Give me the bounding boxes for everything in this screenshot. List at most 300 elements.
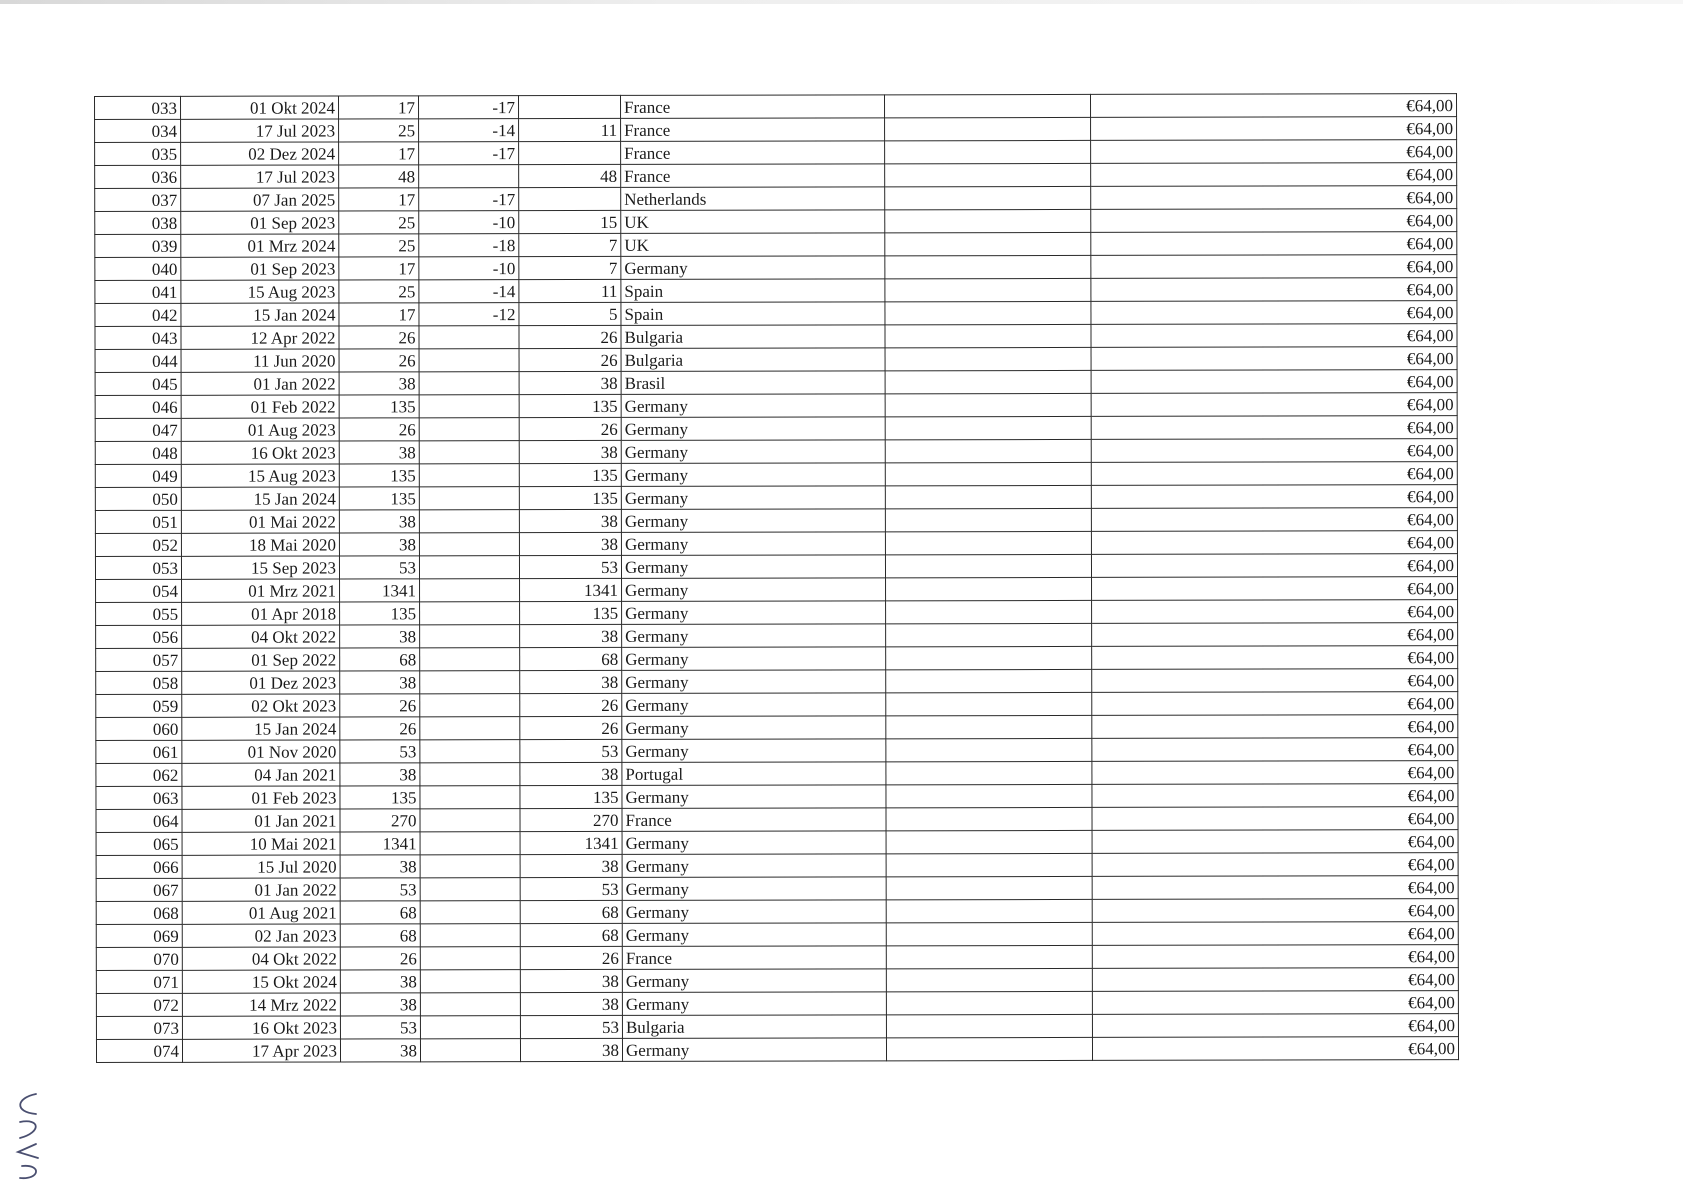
cell-adjustment: -14 <box>419 280 519 303</box>
table-row <box>95 186 1457 212</box>
cell-net: 53 <box>520 877 622 900</box>
cell-price: €64,00 <box>1092 807 1458 831</box>
cell-date: 10 Mai 2021 <box>182 832 340 855</box>
cell-adjustment <box>420 740 520 763</box>
cell-empty <box>885 255 1091 278</box>
cell-empty <box>885 163 1091 186</box>
cell-price: €64,00 <box>1092 876 1458 900</box>
cell-adjustment <box>420 970 520 993</box>
cell-price: €64,00 <box>1090 94 1456 118</box>
cell-net: 135 <box>519 463 621 486</box>
cell-date: 01 Mrz 2024 <box>181 234 339 257</box>
cell-quantity: 38 <box>339 441 419 464</box>
cell-date: 17 Jul 2023 <box>181 119 339 142</box>
cell-id: 044 <box>95 349 181 372</box>
cell-adjustment <box>419 533 519 556</box>
cell-adjustment: -17 <box>419 188 519 211</box>
cell-id: 036 <box>95 165 181 188</box>
table-row <box>96 784 1458 810</box>
cell-empty <box>886 899 1092 922</box>
cell-price: €64,00 <box>1091 324 1457 348</box>
cell-net: 38 <box>520 992 622 1015</box>
cell-id: 059 <box>96 694 182 717</box>
cell-empty <box>886 991 1092 1014</box>
cell-country: France <box>620 95 884 119</box>
cell-country: Germany <box>622 624 886 648</box>
cell-id: 060 <box>96 717 182 740</box>
cell-empty <box>885 117 1091 140</box>
cell-country: Bulgaria <box>622 1015 886 1039</box>
cell-price: €64,00 <box>1091 117 1457 141</box>
cell-date: 01 Dez 2023 <box>182 671 340 694</box>
cell-empty <box>886 669 1092 692</box>
cell-date: 15 Aug 2023 <box>181 464 339 487</box>
table-row <box>96 761 1458 787</box>
cell-empty <box>885 370 1091 393</box>
table-row <box>95 370 1457 396</box>
cell-empty <box>886 830 1092 853</box>
cell-quantity: 53 <box>340 1016 420 1039</box>
cell-net: 53 <box>520 1015 622 1038</box>
cell-quantity: 26 <box>339 326 419 349</box>
cell-country: France <box>622 946 886 970</box>
cell-adjustment <box>420 602 520 625</box>
cell-date: 17 Apr 2023 <box>182 1039 340 1062</box>
cell-price: €64,00 <box>1092 899 1458 923</box>
cell-empty <box>886 600 1092 623</box>
cell-net: 38 <box>520 969 622 992</box>
cell-id: 045 <box>95 372 181 395</box>
cell-adjustment: -10 <box>419 211 519 234</box>
cell-quantity: 1341 <box>340 832 420 855</box>
table-row <box>96 738 1458 764</box>
cell-country: Germany <box>621 417 885 441</box>
cell-date: 07 Jan 2025 <box>181 188 339 211</box>
cell-price: €64,00 <box>1091 278 1457 302</box>
cell-date: 04 Okt 2022 <box>182 625 340 648</box>
cell-net: 38 <box>520 854 622 877</box>
cell-adjustment <box>419 487 519 510</box>
cell-price: €64,00 <box>1091 393 1457 417</box>
cell-id: 039 <box>95 234 181 257</box>
cell-net: 135 <box>519 486 621 509</box>
cell-country: Germany <box>622 578 886 602</box>
cell-net: 38 <box>519 440 621 463</box>
cell-quantity: 68 <box>340 924 420 947</box>
cell-empty <box>886 922 1092 945</box>
cell-price: €64,00 <box>1092 830 1458 854</box>
cell-date: 01 Aug 2021 <box>182 901 340 924</box>
cell-empty <box>885 140 1091 163</box>
cell-date: 01 Jan 2022 <box>182 878 340 901</box>
table-row <box>96 876 1458 902</box>
cell-date: 04 Jan 2021 <box>182 763 340 786</box>
cell-adjustment <box>420 1039 520 1062</box>
cell-country: France <box>622 808 886 832</box>
cell-adjustment <box>420 786 520 809</box>
cell-empty <box>886 1037 1092 1060</box>
cell-country: France <box>621 164 885 188</box>
cell-net: 48 <box>519 164 621 187</box>
cell-quantity: 68 <box>340 901 420 924</box>
cell-date: 02 Jan 2023 <box>182 924 340 947</box>
table-row <box>96 991 1458 1017</box>
table-row <box>95 209 1457 235</box>
cell-net: 38 <box>520 670 622 693</box>
cell-adjustment <box>419 464 519 487</box>
cell-quantity: 38 <box>340 993 420 1016</box>
cell-id: 068 <box>96 901 182 924</box>
cell-date: 01 Apr 2018 <box>182 602 340 625</box>
cell-net: 68 <box>520 900 622 923</box>
cell-empty <box>885 278 1091 301</box>
cell-adjustment <box>419 395 519 418</box>
cell-empty <box>886 761 1092 784</box>
table-row <box>95 462 1457 488</box>
cell-empty <box>885 531 1091 554</box>
table-row <box>96 807 1458 833</box>
table-row <box>96 1014 1458 1040</box>
cell-price: €64,00 <box>1092 945 1458 969</box>
cell-quantity: 25 <box>339 211 419 234</box>
cell-adjustment <box>419 556 519 579</box>
cell-price: €64,00 <box>1091 186 1457 210</box>
scan-edge-shadow <box>0 0 1683 4</box>
cell-adjustment <box>419 441 519 464</box>
cell-quantity: 17 <box>339 303 419 326</box>
cell-id: 065 <box>96 832 182 855</box>
table-row <box>95 232 1457 258</box>
table-row <box>96 853 1458 879</box>
cell-net: 7 <box>519 233 621 256</box>
cell-quantity: 135 <box>339 487 419 510</box>
cell-date: 01 Feb 2023 <box>182 786 340 809</box>
cell-id: 061 <box>96 740 182 763</box>
cell-id: 042 <box>95 303 181 326</box>
cell-country: Germany <box>622 739 886 763</box>
cell-adjustment <box>420 993 520 1016</box>
cell-empty <box>886 738 1092 761</box>
cell-net: 270 <box>520 808 622 831</box>
cell-date: 11 Jun 2020 <box>181 349 339 372</box>
cell-price: €64,00 <box>1091 232 1457 256</box>
cell-id: 072 <box>96 993 182 1016</box>
cell-adjustment <box>419 510 519 533</box>
cell-date: 15 Jan 2024 <box>182 717 340 740</box>
cell-id: 057 <box>96 648 182 671</box>
cell-net: 53 <box>520 739 622 762</box>
cell-country: Germany <box>621 509 885 533</box>
cell-price: €64,00 <box>1091 531 1457 555</box>
cell-price: €64,00 <box>1091 370 1457 394</box>
cell-empty <box>885 508 1091 531</box>
table-row <box>95 117 1457 143</box>
cell-id: 035 <box>95 142 181 165</box>
cell-net <box>519 141 621 164</box>
cell-country: Germany <box>622 969 886 993</box>
cell-price: €64,00 <box>1091 416 1457 440</box>
table-row <box>96 899 1458 925</box>
cell-quantity: 25 <box>339 119 419 142</box>
cell-quantity: 135 <box>339 464 419 487</box>
cell-price: €64,00 <box>1091 508 1457 532</box>
cell-empty <box>885 554 1091 577</box>
cell-adjustment <box>420 832 520 855</box>
cell-net: 26 <box>519 325 621 348</box>
table-row <box>96 623 1458 649</box>
cell-price: €64,00 <box>1092 784 1458 808</box>
cell-id: 071 <box>96 970 182 993</box>
cell-net: 38 <box>520 762 622 785</box>
cell-id: 046 <box>95 395 181 418</box>
cell-date: 02 Dez 2024 <box>181 142 339 165</box>
cell-id: 067 <box>96 878 182 901</box>
cell-empty <box>885 209 1091 232</box>
cell-id: 069 <box>96 924 182 947</box>
cell-quantity: 25 <box>339 280 419 303</box>
cell-net: 5 <box>519 302 621 325</box>
table-row <box>96 600 1458 626</box>
cell-adjustment <box>419 418 519 441</box>
cell-price: €64,00 <box>1091 462 1457 486</box>
cell-adjustment <box>420 694 520 717</box>
cell-quantity: 53 <box>340 878 420 901</box>
cell-quantity: 26 <box>340 694 420 717</box>
cell-adjustment <box>419 165 519 188</box>
cell-price: €64,00 <box>1091 347 1457 371</box>
cell-adjustment <box>420 878 520 901</box>
cell-empty <box>886 876 1092 899</box>
cell-adjustment: -18 <box>419 234 519 257</box>
table-row <box>95 163 1457 189</box>
cell-country: Germany <box>621 486 885 510</box>
cell-id: 040 <box>95 257 181 280</box>
cell-net: 68 <box>520 923 622 946</box>
cell-id: 052 <box>95 533 181 556</box>
cell-quantity: 68 <box>340 648 420 671</box>
cell-empty <box>886 784 1092 807</box>
cell-country: Germany <box>621 394 885 418</box>
cell-empty <box>885 186 1091 209</box>
cell-quantity: 53 <box>339 556 419 579</box>
cell-empty <box>884 94 1090 117</box>
cell-quantity: 135 <box>340 602 420 625</box>
table-row <box>95 508 1457 534</box>
cell-price: €64,00 <box>1091 140 1457 164</box>
cell-price: €64,00 <box>1091 439 1457 463</box>
cell-quantity: 38 <box>340 625 420 648</box>
cell-adjustment: -12 <box>419 303 519 326</box>
cell-empty <box>886 646 1092 669</box>
cell-date: 01 Nov 2020 <box>182 740 340 763</box>
cell-date: 01 Jan 2022 <box>181 372 339 395</box>
cell-country: Germany <box>622 831 886 855</box>
cell-empty <box>886 692 1092 715</box>
cell-net: 38 <box>519 371 621 394</box>
cell-empty <box>886 715 1092 738</box>
cell-price: €64,00 <box>1092 738 1458 762</box>
cell-adjustment <box>420 671 520 694</box>
table-row <box>96 692 1458 718</box>
cell-net: 53 <box>519 555 621 578</box>
table-body <box>95 94 1459 1063</box>
cell-quantity: 135 <box>339 395 419 418</box>
cell-empty <box>886 968 1092 991</box>
cell-net: 26 <box>519 348 621 371</box>
cell-country: Germany <box>622 900 886 924</box>
cell-quantity: 26 <box>339 418 419 441</box>
cell-id: 064 <box>96 809 182 832</box>
table-row <box>95 324 1457 350</box>
cell-adjustment: -14 <box>419 119 519 142</box>
cell-id: 041 <box>95 280 181 303</box>
cell-empty <box>885 462 1091 485</box>
cell-price: €64,00 <box>1092 1014 1458 1038</box>
handwritten-margin-mark <box>6 1088 50 1184</box>
cell-empty <box>886 853 1092 876</box>
table-row <box>96 968 1458 994</box>
cell-empty <box>885 232 1091 255</box>
table-row <box>95 416 1457 442</box>
table-row <box>95 347 1457 373</box>
cell-country: Germany <box>622 877 886 901</box>
cell-id: 058 <box>96 671 182 694</box>
cell-net: 11 <box>519 118 621 141</box>
cell-quantity: 25 <box>339 234 419 257</box>
cell-date: 15 Okt 2024 <box>182 970 340 993</box>
cell-adjustment <box>420 717 520 740</box>
cell-date: 17 Jul 2023 <box>181 165 339 188</box>
cell-quantity: 48 <box>339 165 419 188</box>
cell-id: 050 <box>95 487 181 510</box>
cell-id: 043 <box>95 326 181 349</box>
cell-quantity: 17 <box>339 142 419 165</box>
cell-price: €64,00 <box>1092 692 1458 716</box>
cell-country: Germany <box>621 532 885 556</box>
cell-quantity: 17 <box>339 96 419 119</box>
cell-country: Germany <box>622 923 886 947</box>
cell-adjustment <box>420 1016 520 1039</box>
cell-price: €64,00 <box>1091 485 1457 509</box>
cell-country: Germany <box>621 555 885 579</box>
cell-country: Germany <box>622 854 886 878</box>
cell-empty <box>885 393 1091 416</box>
cell-country: UK <box>621 210 885 234</box>
cell-quantity: 38 <box>339 372 419 395</box>
table-row <box>95 393 1457 419</box>
cell-net <box>519 187 621 210</box>
cell-adjustment <box>419 326 519 349</box>
cell-empty <box>886 945 1092 968</box>
cell-adjustment <box>420 947 520 970</box>
cell-date: 01 Aug 2023 <box>181 418 339 441</box>
cell-price: €64,00 <box>1092 1037 1458 1061</box>
cell-price: €64,00 <box>1092 646 1458 670</box>
cell-country: Germany <box>622 670 886 694</box>
cell-country: Netherlands <box>621 187 885 211</box>
cell-date: 04 Okt 2022 <box>182 947 340 970</box>
data-table <box>94 93 1459 1063</box>
cell-adjustment: -17 <box>419 96 519 119</box>
cell-id: 049 <box>95 464 181 487</box>
cell-country: Germany <box>622 1038 886 1062</box>
cell-quantity: 26 <box>339 349 419 372</box>
cell-net: 135 <box>520 785 622 808</box>
cell-id: 063 <box>96 786 182 809</box>
cell-empty <box>885 347 1091 370</box>
cell-price: €64,00 <box>1092 577 1458 601</box>
cell-price: €64,00 <box>1092 623 1458 647</box>
cell-adjustment: -17 <box>419 142 519 165</box>
cell-price: €64,00 <box>1091 554 1457 578</box>
cell-id: 051 <box>95 510 181 533</box>
cell-date: 01 Jan 2021 <box>182 809 340 832</box>
cell-quantity: 17 <box>339 188 419 211</box>
table-row <box>95 255 1457 281</box>
cell-quantity: 38 <box>340 763 420 786</box>
table-row <box>95 439 1457 465</box>
cell-quantity: 17 <box>339 257 419 280</box>
cell-net: 38 <box>519 532 621 555</box>
table-row <box>96 646 1458 672</box>
cell-id: 055 <box>96 602 182 625</box>
cell-country: Germany <box>622 693 886 717</box>
cell-id: 054 <box>96 579 182 602</box>
cell-country: France <box>621 141 885 165</box>
cell-country: Germany <box>622 647 886 671</box>
cell-id: 066 <box>96 855 182 878</box>
cell-date: 01 Mrz 2021 <box>182 579 340 602</box>
cell-price: €64,00 <box>1092 600 1458 624</box>
cell-empty <box>885 485 1091 508</box>
cell-adjustment <box>419 349 519 372</box>
cell-net: 26 <box>519 417 621 440</box>
cell-quantity: 38 <box>340 671 420 694</box>
cell-adjustment <box>419 372 519 395</box>
cell-adjustment: -10 <box>419 257 519 280</box>
cell-quantity: 135 <box>340 786 420 809</box>
cell-empty <box>886 623 1092 646</box>
cell-date: 01 Feb 2022 <box>181 395 339 418</box>
cell-empty <box>885 416 1091 439</box>
cell-country: Germany <box>622 716 886 740</box>
cell-country: Spain <box>621 279 885 303</box>
cell-date: 18 Mai 2020 <box>181 533 339 556</box>
cell-price: €64,00 <box>1091 163 1457 187</box>
table-row <box>96 922 1458 948</box>
cell-country: Germany <box>622 992 886 1016</box>
cell-net: 38 <box>519 509 621 532</box>
table-row <box>96 945 1458 971</box>
cell-net: 1341 <box>520 578 622 601</box>
cell-country: France <box>621 118 885 142</box>
table-row <box>95 278 1457 304</box>
table-row <box>96 1037 1458 1063</box>
cell-net: 11 <box>519 279 621 302</box>
cell-empty <box>885 324 1091 347</box>
cell-price: €64,00 <box>1091 209 1457 233</box>
cell-price: €64,00 <box>1092 922 1458 946</box>
cell-id: 047 <box>95 418 181 441</box>
cell-id: 070 <box>96 947 182 970</box>
cell-id: 073 <box>96 1016 182 1039</box>
cell-price: €64,00 <box>1092 991 1458 1015</box>
cell-quantity: 26 <box>340 947 420 970</box>
cell-country: Germany <box>622 601 886 625</box>
cell-date: 01 Okt 2024 <box>181 96 339 119</box>
cell-id: 053 <box>95 556 181 579</box>
cell-date: 12 Apr 2022 <box>181 326 339 349</box>
